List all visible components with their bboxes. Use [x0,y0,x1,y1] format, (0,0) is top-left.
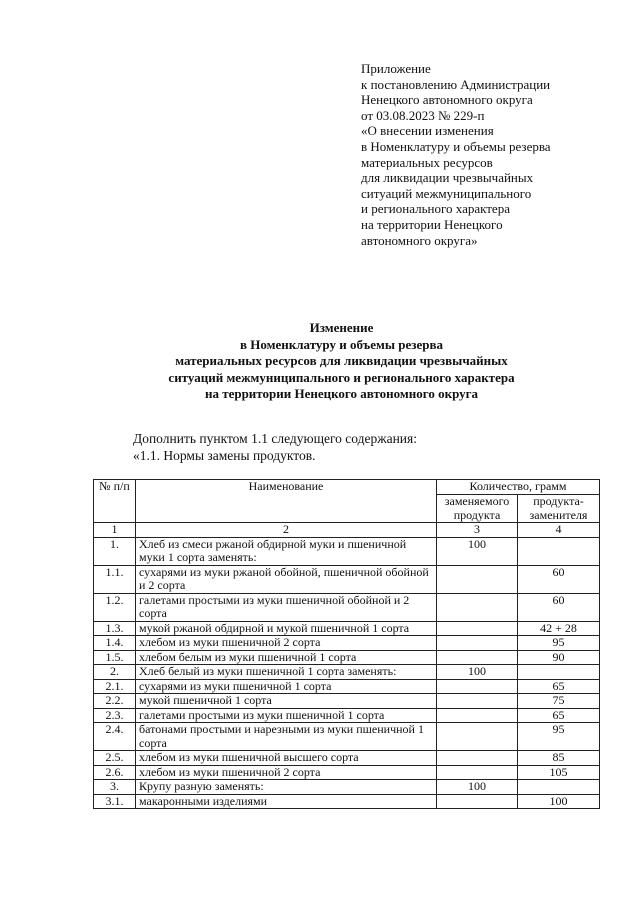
intro-text [133,430,417,464]
row-name: мукой пшеничной 1 сорта [136,694,437,709]
row-substitute-qty: 60 [518,565,600,593]
row-name: Крупу разную заменять: [136,780,437,795]
col-number-label: 2 [136,523,437,538]
col-number-label: 3 [437,523,518,538]
row-name: хлебом белым из муки пшеничной 1 сорта [136,650,437,665]
row-replaced-qty [437,794,518,809]
table-row [94,537,600,565]
appendix-line: автономного округа» [361,232,478,248]
table-row [94,593,600,621]
row-number: 1.5. [94,650,136,665]
row-substitute-qty [518,780,600,795]
row-name: сухарями из муки пшеничной 1 сорта [136,679,437,694]
col-header-substitute: продукта-заменителя [518,495,600,523]
row-replaced-qty: 100 [437,780,518,795]
table-row [94,765,600,780]
row-substitute-qty: 90 [518,650,600,665]
row-name: галетами простыми из муки пшеничной обойной и 2 сорта [136,593,437,621]
col-header-name: Наименование [136,480,437,523]
appendix-line: для ликвидации чрезвычайных [361,170,534,186]
table-row [94,694,600,709]
intro-line: «1.1. Нормы замены продуктов. [133,448,316,463]
row-replaced-qty [437,765,518,780]
row-replaced-qty [437,621,518,636]
table-row [94,780,600,795]
row-replaced-qty: 100 [437,665,518,680]
col-number-label: 1 [94,523,136,538]
row-name: хлебом из муки пшеничной высшего сорта [136,751,437,766]
row-number: 3.1. [94,794,136,809]
table-row [94,794,600,809]
row-replaced-qty: 100 [437,537,518,565]
table-row [94,565,600,593]
row-number: 2.1. [94,679,136,694]
row-number: 2.2. [94,694,136,709]
row-number: 1.1. [94,565,136,593]
row-name: макаронными изделиями [136,794,437,809]
row-number: 2. [94,665,136,680]
table-body [94,537,600,809]
row-substitute-qty [518,537,600,565]
appendix-line: материальных ресурсов [361,154,493,170]
heading-line: в Номенклатуру и объемы резерва [240,336,443,352]
row-number: 1.2. [94,593,136,621]
row-substitute-qty: 65 [518,708,600,723]
row-number: 1.4. [94,636,136,651]
appendix-line: Приложение [361,61,431,76]
table-row [94,708,600,723]
heading-line: материальных ресурсов для ликвидации чрезвычайных [175,353,508,368]
row-number: 2.4. [94,723,136,751]
replacement-norms-table [93,479,600,809]
row-name: сухарями из муки ржаной обойной, пшеничной обойной и 2 сорта [136,565,437,593]
table-row [94,679,600,694]
table-row [94,751,600,766]
appendix-line: ситуаций межмуниципального [361,185,532,201]
row-replaced-qty [437,751,518,766]
row-number: 3. [94,780,136,795]
row-substitute-qty: 95 [518,723,600,751]
row-replaced-qty [437,679,518,694]
row-substitute-qty: 60 [518,593,600,621]
row-substitute-qty: 75 [518,694,600,709]
row-replaced-qty [437,650,518,665]
heading-line: ситуаций межмуниципального и регионального характера [168,369,515,385]
row-number: 1. [94,537,136,565]
intro-line: Дополнить пунктом 1.1 следующего содержания: [133,431,417,446]
row-name: галетами простыми из муки пшеничной 1 сорта [136,708,437,723]
row-replaced-qty [437,723,518,751]
row-replaced-qty [437,593,518,621]
col-header-replaced: заменяемого продукта [437,495,518,523]
row-replaced-qty [437,708,518,723]
row-number: 2.3. [94,708,136,723]
col-header-quantity: Количество, грамм [437,480,600,495]
appendix-line: в Номенклатуру и объемы резерва [361,138,551,154]
table-row [94,621,600,636]
row-name: Хлеб из смеси ржаной обдирной муки и пшеничной муки 1 сорта заменять: [136,537,437,565]
row-substitute-qty: 105 [518,765,600,780]
table-row [94,723,600,751]
col-number-label: 4 [518,523,600,538]
row-substitute-qty: 85 [518,751,600,766]
table-row [94,650,600,665]
heading-line: на территории Ненецкого автономного округа [204,386,479,401]
row-substitute-qty: 42 + 28 [518,621,600,636]
row-name: мукой ржаной обдирной и мукой пшеничной 1 сорта [136,621,437,636]
row-name: хлебом из муки пшеничной 2 сорта [136,765,437,780]
appendix-line: Ненецкого автономного округа [361,92,533,108]
row-name: Хлеб белый из муки пшеничной 1 сорта заменять: [136,665,437,680]
appendix-line: на территории Ненецкого [361,216,503,232]
row-number: 2.5. [94,751,136,766]
row-replaced-qty [437,694,518,709]
row-name: хлебом из муки пшеничной 2 сорта [136,636,437,651]
row-substitute-qty: 95 [518,636,600,651]
row-number: 1.3. [94,621,136,636]
row-substitute-qty: 65 [518,679,600,694]
appendix-line: от 03.08.2023 № 229-п [361,107,485,123]
row-name: батонами простыми и нарезными из муки пшеничной 1 сорта [136,723,437,751]
document-heading [0,320,640,403]
appendix-line: и регионального характера [361,201,510,217]
row-substitute-qty: 100 [518,794,600,809]
appendix-line: «О внесении изменения [361,123,494,139]
appendix-line: к постановлению Администрации [361,76,551,92]
col-header-number: № п/п [94,480,136,523]
row-substitute-qty [518,665,600,680]
table-row [94,665,600,680]
heading-line: Изменение [309,320,374,335]
row-replaced-qty [437,565,518,593]
appendix-block [361,61,551,248]
table-row [94,636,600,651]
row-replaced-qty [437,636,518,651]
row-number: 2.6. [94,765,136,780]
